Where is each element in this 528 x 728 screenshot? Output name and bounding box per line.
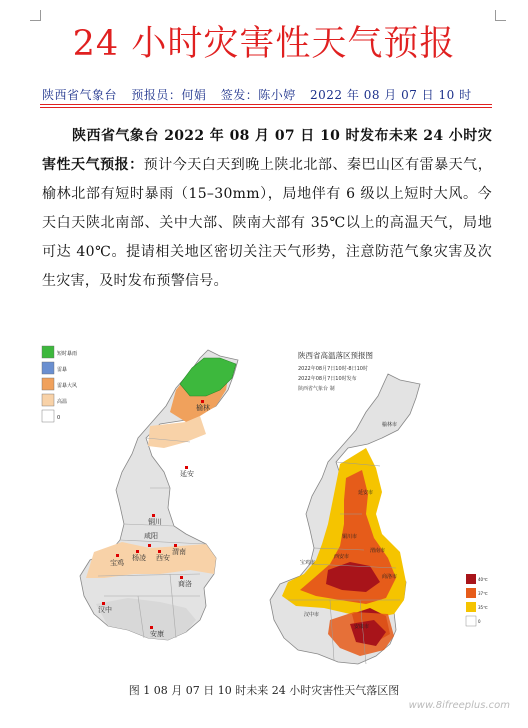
city-label: 铜川 xyxy=(148,518,162,526)
legend-label: 0 xyxy=(57,415,61,421)
meta-forecaster: 预报员：何娟 xyxy=(131,88,207,102)
forecast-lead: 陕西省气象台 2022 年 08 月 07 日 10 时发布未来 24 小时灾害性天气预报： xyxy=(42,128,492,173)
meta-signer: 签发：陈小婷 xyxy=(220,88,296,102)
legend-label: 35℃ xyxy=(478,605,488,610)
legend-label: 0 xyxy=(478,619,481,624)
city-label: 西安 xyxy=(156,554,170,562)
legend-label: 短时暴雨 xyxy=(57,351,78,357)
header-rule xyxy=(40,104,492,105)
city-label: 延安市 xyxy=(358,490,374,496)
header-rule xyxy=(40,107,492,108)
right-map-valid: 2022年08月7日10时-8日10时 xyxy=(298,366,368,372)
city-label: 铜川市 xyxy=(342,534,358,540)
right-map-title: 陕西省高温落区预报图 xyxy=(298,351,373,360)
city-label: 榆林 xyxy=(196,404,210,412)
document-meta xyxy=(42,86,487,103)
city-label: 商洛 xyxy=(178,580,192,588)
figure-caption: 图 1 08 月 07 日 10 时未来 24 小时灾害性天气落区图 xyxy=(128,684,400,697)
forecast-body: 预计今天白天到晚上陕北北部、秦巴山区有雷暴天气，榆林北部有短时暴雨（15–30mm），局地伴有 6 级以上短时大风。今天白天陕北南部、关中大部、陕南大部有 35℃以上的高温天气，局地可达 40℃。提请相关地区密切关注天气形势，注意防范气象灾害及次生灾害，及时发布预警信号。 xyxy=(42,157,492,289)
legend-label: 雷暴 xyxy=(57,367,68,373)
city-label: 安康 xyxy=(150,630,164,638)
watermark: www.8ifreeplus.com xyxy=(408,700,510,711)
city-label: 商洛市 xyxy=(382,574,398,580)
city-label: 杨凌 xyxy=(132,554,146,562)
city-label: 汉中市 xyxy=(304,612,320,618)
city-label: 安康市 xyxy=(354,624,370,630)
city-label: 渭南市 xyxy=(370,548,386,554)
legend-label: 雷暴大风 xyxy=(57,383,78,389)
right-high-temp-map xyxy=(270,350,488,664)
right-map-maker: 陕西省气象台 制 xyxy=(298,386,335,392)
city-label: 渭南 xyxy=(172,548,186,556)
document-title: 24 小时灾害性天气预报 xyxy=(72,24,456,64)
legend-label: 37℃ xyxy=(478,591,488,596)
forecast-maps-figure xyxy=(40,338,500,668)
right-map-legend xyxy=(466,574,488,626)
forecast-paragraph xyxy=(42,122,492,296)
city-label: 咸阳 xyxy=(144,532,158,540)
left-map-legend xyxy=(42,346,77,422)
city-label: 延安 xyxy=(180,470,194,478)
city-label: 宝鸡 xyxy=(110,559,124,567)
city-label: 宝鸡市 xyxy=(300,560,316,566)
right-map-issued: 2022年08月7日10时发布 xyxy=(298,376,357,382)
left-weather-map xyxy=(42,346,238,640)
legend-label: 高温 xyxy=(57,399,68,405)
meta-org: 陕西省气象台 xyxy=(42,88,118,102)
city-label: 西安市 xyxy=(334,554,350,560)
meta-date: 2022 年 08 月 07 日 10 时 xyxy=(310,88,472,102)
city-label: 榆林市 xyxy=(382,422,398,428)
legend-label: 40℃ xyxy=(478,577,488,582)
city-label: 汉中 xyxy=(98,606,112,614)
